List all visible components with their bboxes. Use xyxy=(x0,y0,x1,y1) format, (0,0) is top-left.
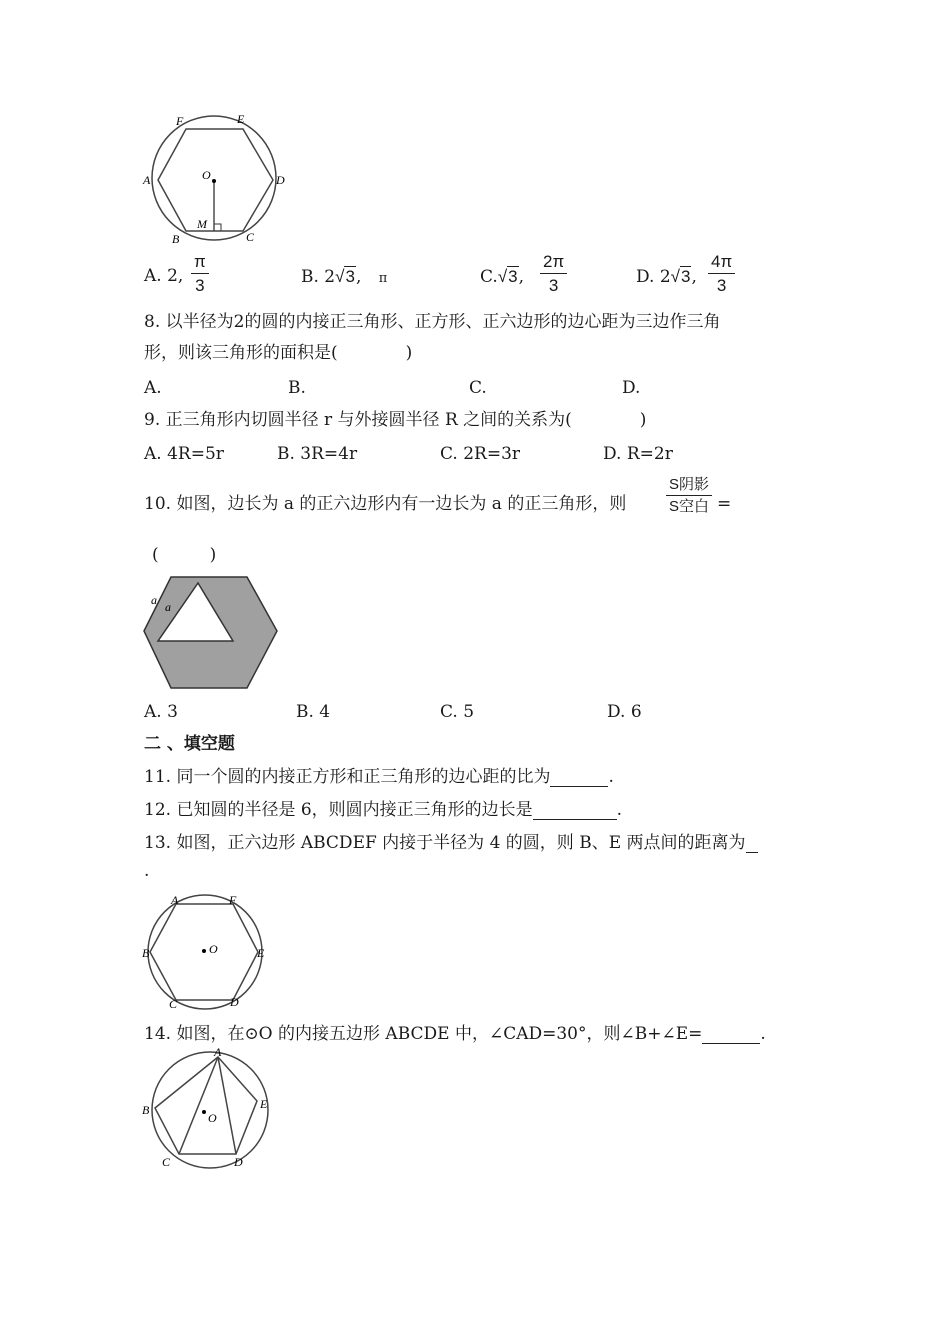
q10-equals: = xyxy=(717,494,732,514)
fraction-denominator: S空白 xyxy=(669,498,710,515)
label-c: C xyxy=(246,230,255,244)
sqrt-expression: √3 xyxy=(335,267,355,286)
q12 xyxy=(144,802,622,820)
q10-option-c: C. 5 xyxy=(440,702,475,722)
answer-blank xyxy=(550,769,608,787)
label-e: E xyxy=(260,1097,268,1111)
label-e: E xyxy=(257,946,265,960)
q12-text: 12. 已知圆的半径是 6，则圆内接正三角形的边长是 xyxy=(144,800,533,820)
label-o: O xyxy=(209,942,218,956)
q9-option-c: C. 2R=3r xyxy=(440,444,521,464)
fraction-numerator: π xyxy=(194,252,206,271)
q9-option-a: A. 4R=5r xyxy=(144,444,224,464)
fraction-denominator: 3 xyxy=(548,276,559,295)
label-a: A xyxy=(214,1046,222,1059)
q9-option-d: D. R=2r xyxy=(603,444,673,464)
label-e: E xyxy=(237,112,245,126)
label-a-outer: a xyxy=(151,593,157,607)
q8-option-a: A. xyxy=(144,378,162,398)
q9-stem: 9. 正三角形内切圆半径 r 与外接圆半径 R 之间的关系为( ) xyxy=(144,410,647,430)
label-f: F xyxy=(229,893,237,907)
label-a: A xyxy=(171,893,179,907)
label-d: D xyxy=(230,995,239,1009)
label-m: M xyxy=(197,217,207,231)
hexagon-circle-figure xyxy=(140,108,300,253)
q12-period: . xyxy=(616,800,623,820)
q8-stem-line1: 8. 以半径为2的圆的内接正三角形、正方形、正六边形的边心距为三边作三角 xyxy=(144,312,721,332)
shaded-hexagon-figure xyxy=(140,572,285,694)
q14-period: . xyxy=(760,1024,766,1044)
q14 xyxy=(144,1026,766,1044)
label-c: C xyxy=(162,1155,171,1169)
q10-option-a: A. 3 xyxy=(144,702,178,722)
q10-option-d: D. 6 xyxy=(607,702,642,722)
q8-option-c: C. xyxy=(469,378,487,398)
label-c: C xyxy=(169,997,178,1010)
fraction-denominator: 3 xyxy=(195,276,205,295)
label-o: O xyxy=(208,1111,217,1125)
fraction-denominator: 3 xyxy=(716,276,727,295)
q13-period: . xyxy=(144,861,150,881)
q10-stem: 10. 如图，边长为 a 的正六边形内有一边长为 a 的正三角形，则 xyxy=(144,494,627,514)
q7-option-c: C.√3, xyxy=(480,267,525,287)
label-a: A xyxy=(143,173,151,187)
label-o: O xyxy=(202,168,211,182)
label-d: D xyxy=(276,173,285,187)
q7-option-c-fraction xyxy=(540,253,567,294)
q7-option-a xyxy=(144,268,183,285)
q7-option-a-fraction xyxy=(191,253,209,294)
q7-option-a-prefix: A. 2, xyxy=(144,266,184,286)
hexagon-circle-figure-2 xyxy=(140,890,275,1010)
q7-option-d-fraction xyxy=(708,253,735,294)
q10-answer-paren: ( ) xyxy=(152,545,217,565)
label-d: D xyxy=(234,1155,243,1169)
label-f: F xyxy=(176,114,184,128)
answer-blank xyxy=(533,802,617,820)
q11 xyxy=(144,769,614,787)
answer-blank xyxy=(746,835,758,853)
label-b: B xyxy=(172,232,180,246)
q7-option-b-prefix: B. 2 xyxy=(301,267,336,287)
q10-area-fraction xyxy=(666,477,712,514)
sqrt-expression: √3 xyxy=(497,267,518,286)
fraction-numerator: 4π xyxy=(711,252,733,271)
q7-option-d: D. 2√3, xyxy=(636,267,697,287)
q11-period: . xyxy=(608,767,614,787)
q13-text: 13. 如图，正六边形 ABCDEF 内接于半径为 4 的圆，则 B、E 两点间的距离为 xyxy=(144,833,746,853)
q14-text: 14. 如图，在⊙O 的内接五边形 ABCDE 中，∠CAD=30°，则∠B+∠E= xyxy=(144,1024,703,1044)
fraction-numerator: 2π xyxy=(543,252,565,271)
q9-option-b: B. 3R=4r xyxy=(277,444,358,464)
section-title: 二 、填空题 xyxy=(144,734,235,754)
q8-option-b: B. xyxy=(288,378,306,398)
answer-blank xyxy=(702,1026,760,1044)
fraction-numerator: S阴影 xyxy=(669,476,710,493)
q13 xyxy=(144,835,758,853)
label-b: B xyxy=(142,946,150,960)
q10-option-b: B. 4 xyxy=(296,702,331,722)
q7-option-c-prefix: C. xyxy=(480,267,498,287)
q11-text: 11. 同一个圆的内接正方形和正三角形的边心距的比为 xyxy=(144,767,551,787)
q7-option-d-prefix: D. 2 xyxy=(636,267,671,287)
sqrt-expression: √3 xyxy=(670,267,691,286)
label-b: B xyxy=(142,1103,150,1117)
q8-option-d: D. xyxy=(622,378,641,398)
q8-stem-line2: 形，则该三角形的面积是( ) xyxy=(144,343,413,363)
pentagon-circle-figure xyxy=(140,1046,275,1174)
pi-symbol: π xyxy=(378,271,388,286)
label-a-inner: a xyxy=(165,600,171,614)
q7-option-b: B. 2√3, π xyxy=(301,267,388,287)
